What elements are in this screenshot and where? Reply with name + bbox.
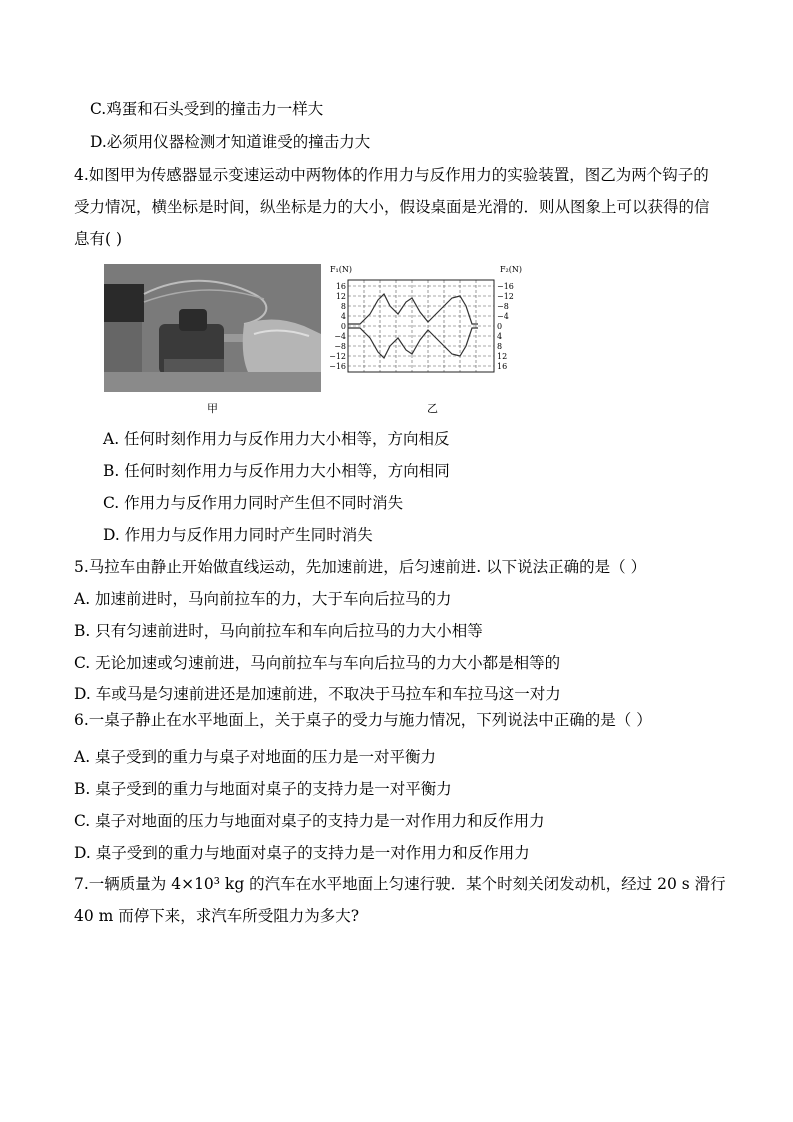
question-4-line1: 4.如图甲为传感器显示变速运动中两物体的作用力与反作用力的实验装置，图乙为两个钩子的 xyxy=(74,166,709,184)
experiment-photo xyxy=(104,264,321,392)
option-c-prev: C.鸡蛋和石头受到的撞击力一样大 xyxy=(90,100,324,118)
q4-option-c: C. 作用力与反作用力同时产生但不同时消失 xyxy=(103,494,404,512)
caption-yi: 乙 xyxy=(427,402,438,415)
tick-label-left: 12 xyxy=(335,292,346,301)
tick-label-right: 12 xyxy=(497,352,508,361)
tick-label-right: 8 xyxy=(497,342,503,351)
q5-option-a: A. 加速前进时，马向前拉车的力，大于车向后拉马的力 xyxy=(74,590,452,608)
sensor-device-icon xyxy=(104,264,321,392)
q4-option-a: A. 任何时刻作用力与反作用力大小相等，方向相反 xyxy=(103,430,450,448)
tick-label-left: −12 xyxy=(329,352,346,361)
tick-label-left: −4 xyxy=(334,332,346,341)
question-4-line2: 受力情况，横坐标是时间，纵坐标是力的大小，假设桌面是光滑的．则从图象上可以获得的信 xyxy=(74,198,710,216)
question-4-line3: 息有( ) xyxy=(74,230,123,248)
tick-label-right: 4 xyxy=(497,332,503,341)
tick-label-right: −8 xyxy=(497,302,509,311)
q6-option-a: A. 桌子受到的重力与桌子对地面的压力是一对平衡力 xyxy=(74,748,437,766)
q5-option-b: B. 只有匀速前进时，马向前拉车和车向后拉马的力大小相等 xyxy=(74,622,483,640)
force-time-graph xyxy=(326,262,531,380)
q6-option-c: C. 桌子对地面的压力与地面对桌子的支持力是一对作用力和反作用力 xyxy=(74,812,545,830)
tick-label-left: 8 xyxy=(340,302,346,311)
question-6: 6.一桌子静止在水平地面上，关于桌子的受力与施力情况，下列说法中正确的是（ ） xyxy=(74,711,652,729)
f2-curve xyxy=(348,328,478,358)
tick-label-right: −12 xyxy=(497,292,514,301)
tick-label-right: 0 xyxy=(497,322,503,331)
tick-label-left: −16 xyxy=(329,362,346,371)
caption-jia: 甲 xyxy=(207,402,218,415)
tick-label-left: 16 xyxy=(335,282,346,291)
tick-label-right: −4 xyxy=(497,312,509,321)
tick-label-left: −8 xyxy=(334,342,346,351)
q6-option-b: B. 桌子受到的重力与地面对桌子的支持力是一对平衡力 xyxy=(74,780,452,798)
q5-option-d: D. 车或马是匀速前进还是加速前进，不取决于马拉车和车拉马这一对力 xyxy=(74,685,561,703)
f2-axis-label: F₂(N) xyxy=(500,265,522,274)
question-7-line1: 7.一辆质量为 4×10³ kg 的汽车在水平地面上匀速行驶．某个时刻关闭发动机，经过 20 s 滑行 xyxy=(74,875,726,893)
tick-label-right: 16 xyxy=(497,362,508,371)
q5-option-c: C. 无论加速或匀速前进，马向前拉车与车向后拉马的力大小都是相等的 xyxy=(74,654,561,672)
tick-label-right: −16 xyxy=(497,282,514,291)
question-7-line2: 40 m 而停下来，求汽车所受阻力为多大? xyxy=(74,907,360,925)
q4-option-d: D. 作用力与反作用力同时产生同时消失 xyxy=(103,526,373,544)
option-d-prev: D.必须用仪器检测才知道谁受的撞击力大 xyxy=(90,133,371,151)
f1-curve xyxy=(348,294,478,324)
tick-label-left: 4 xyxy=(340,312,346,321)
q4-option-b: B. 任何时刻作用力与反作用力大小相等，方向相同 xyxy=(103,462,450,480)
f1-axis-label: F₁(N) xyxy=(330,265,352,274)
tick-label-left: 0 xyxy=(340,322,346,331)
q6-option-d: D. 桌子受到的重力与地面对桌子的支持力是一对作用力和反作用力 xyxy=(74,844,530,862)
question-5: 5.马拉车由静止开始做直线运动，先加速前进，后匀速前进. 以下说法正确的是（ ） xyxy=(74,558,647,576)
